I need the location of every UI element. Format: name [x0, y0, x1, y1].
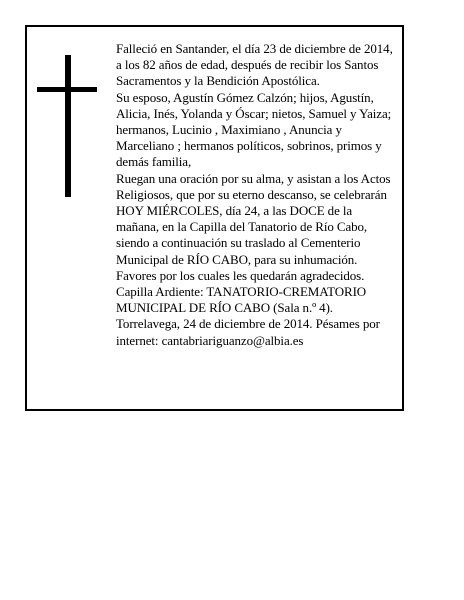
cross-horizontal-bar [37, 87, 97, 92]
notice-body [116, 41, 396, 349]
place-date-contact: Torrelavega, 24 de diciembre de 2014. Pésames por internet: cantabriariguanzo@albia.es [116, 316, 380, 348]
family-list: Su esposo, Agustín Gómez Calzón; hijos, Agustín, Alicia, Inés, Yolanda y Óscar; nietos, Samuel y Yaiza; hermanos, Lucinio , Maximiano , Anuncia y Marceliano ; hermanos políticos, sobrinos, primos y demás familia, [116, 89, 392, 170]
cross-icon [37, 55, 97, 197]
death-announcement: Falleció en Santander, el día 23 de diciembre de 2014, a los 82 años de edad, después de recibir los Santos Sacramentos y la Bendición Apostólica. [116, 41, 393, 89]
obituary-notice [25, 25, 404, 411]
cross-vertical-bar [65, 55, 71, 197]
ceremony-details: Ruegan una oración por su alma, y asistan a los Actos Religiosos, que por su eterno descanso, se celebrarán HOY MIÉRCOLES, día 24, a las DOCE de la mañana, en la Capilla del Tanatorio de Río Cabo, siendo a continuación su traslado al Cementerio Municipal de RÍO CABO, para su inhumación. Favores por los cuales les quedarán agradecidos. Capilla Ardiente: TANATORIO-CREMATORIO MUNICIPAL DE RÍO CABO (Sala n.º 4). [116, 170, 391, 316]
